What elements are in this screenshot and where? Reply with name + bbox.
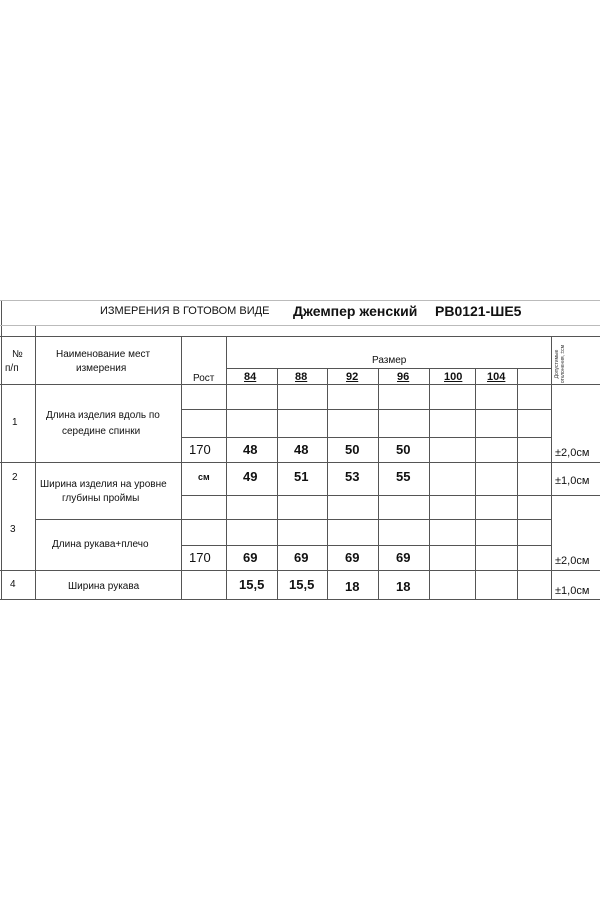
row4-value-84: 15,5 (239, 577, 265, 592)
row2-tolerance: ±1,0см (555, 475, 590, 487)
measurement-sheet (0, 300, 600, 600)
row4-tolerance: ±1,0см (555, 585, 590, 597)
row4-name-line1: Ширина рукава (68, 581, 140, 592)
row4-value-96: 18 (396, 579, 411, 594)
row3-tolerance: ±2,0см (555, 555, 590, 567)
row4-value-88: 15,5 (289, 577, 315, 592)
size-label-104: 104 (487, 371, 506, 383)
tolerance-header: Допустимые отклонения, ±см (554, 344, 566, 384)
row2-name-line1: Ширина изделия на уровне (40, 479, 167, 490)
row2-name-line2: глубины проймы (62, 493, 140, 504)
size-label-88: 88 (295, 371, 308, 383)
product-code: РВ0121-ШЕ5 (435, 303, 522, 319)
size-label-100: 100 (444, 371, 463, 383)
col-name-line2: измерения (76, 363, 127, 374)
row1-number: 1 (12, 417, 18, 428)
col-number-line1: № (12, 349, 23, 360)
row3-value-92: 69 (345, 550, 360, 565)
row4-value-92: 18 (345, 579, 360, 594)
col-name-line1: Наименование мест (56, 349, 151, 360)
measurements-label: ИЗМЕРЕНИЯ В ГОТОВОМ ВИДЕ (100, 305, 270, 317)
row2-value-92: 53 (345, 469, 360, 484)
row2-value-96: 55 (396, 469, 411, 484)
row2-value-84: 49 (243, 469, 258, 484)
row3-value-84: 69 (243, 550, 258, 565)
row3-height: 170 (189, 550, 211, 565)
size-label-96: 96 (397, 371, 410, 383)
row4-number: 4 (10, 579, 16, 590)
product-title: Джемпер женский (293, 303, 418, 319)
row1-tolerance: ±2,0см (555, 447, 590, 459)
row1-name-line2: середине спинки (62, 426, 141, 437)
row1-name-line1: Длина изделия вдоль по (46, 410, 160, 421)
row3-value-88: 69 (294, 550, 309, 565)
row1-value-92: 50 (345, 442, 360, 457)
row2-number: 2 (12, 472, 18, 483)
row3-number: 3 (10, 524, 16, 535)
col-height: Рост (193, 373, 215, 384)
size-label-84: 84 (244, 371, 257, 383)
row1-height: 170 (189, 442, 211, 457)
row3-name-line1: Длина рукава+плечо (52, 539, 149, 550)
row3-value-96: 69 (396, 550, 411, 565)
row1-value-96: 50 (396, 442, 411, 457)
row2-value-88: 51 (294, 469, 309, 484)
row2-unit: см (198, 472, 210, 482)
row1-value-84: 48 (243, 442, 258, 457)
col-size-group: Размер (372, 355, 407, 366)
row1-value-88: 48 (294, 442, 309, 457)
col-number-line2: п/п (5, 363, 19, 374)
size-label-92: 92 (346, 371, 359, 383)
